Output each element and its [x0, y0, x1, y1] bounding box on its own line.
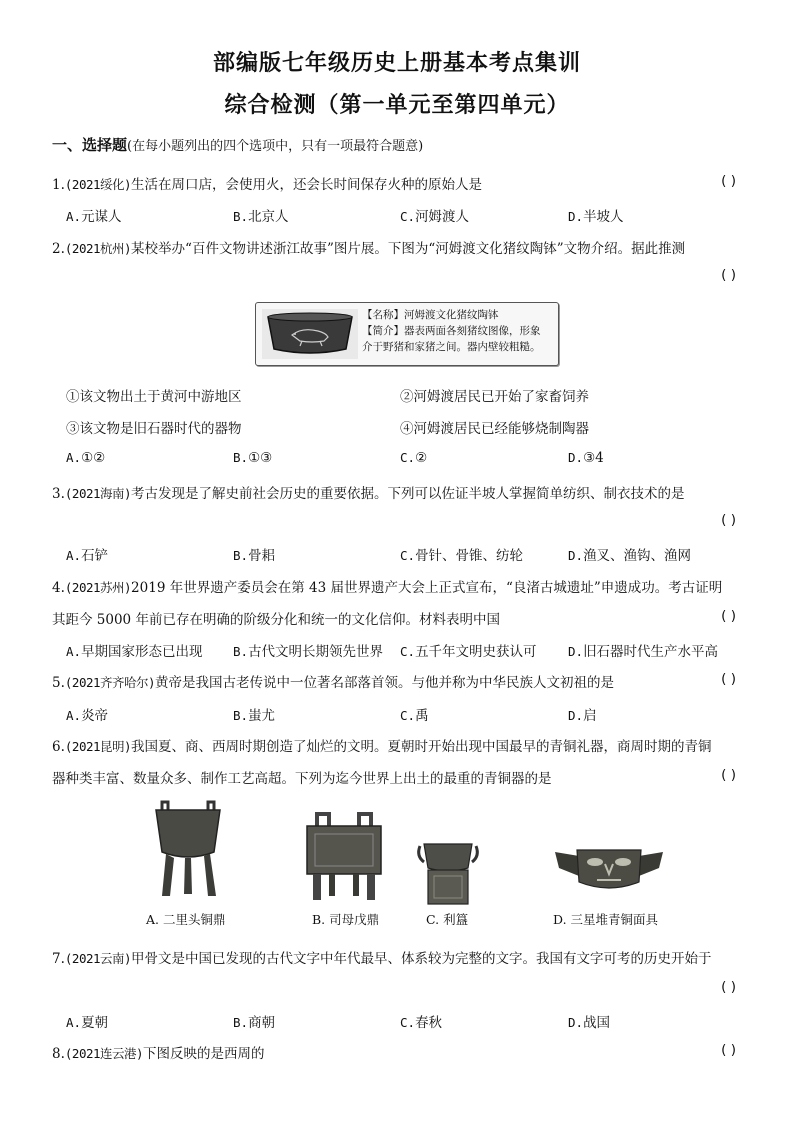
option-b: B.古代文明长期领先世界 — [233, 644, 384, 660]
question-source: (2021杭州) — [64, 241, 132, 256]
question-number: 8. — [52, 1046, 65, 1062]
question-source: (2021连云港) — [64, 1046, 144, 1061]
option-c: C.骨针、骨锥、纺轮 — [400, 548, 524, 564]
question-source: (2021苏州) — [64, 580, 132, 595]
option-c: C.禹 — [400, 708, 429, 724]
question-number: 2. — [52, 241, 65, 257]
option-d: D.③4 — [568, 450, 604, 466]
statement-3: ③该文物是旧石器时代的器物 — [66, 421, 242, 437]
option-c: C.② — [400, 450, 428, 466]
question-2 — [52, 237, 744, 257]
page-subtitle: 综合检测（第一单元至第四单元） — [224, 93, 570, 118]
question-8 — [52, 1042, 744, 1062]
option-a: A.夏朝 — [66, 1015, 109, 1031]
option-a: A.早期国家形态已出现 — [66, 644, 203, 660]
question-text: 甲骨文是中国已发现的古代文字中年代最早、体系较为完整的文字。我国有文字可考的历史开始于 — [131, 951, 712, 967]
artifact-intro-line1: 【简介】器表两面各刻猪纹图像，形象 — [362, 325, 541, 337]
question-source: (2021齐齐哈尔) — [64, 675, 156, 690]
option-a: A.石铲 — [66, 548, 109, 564]
answer-blank: ( ) — [721, 608, 736, 624]
figure-caption-c: C. 利簋 — [426, 912, 469, 927]
option-c: C.春秋 — [400, 1015, 443, 1031]
answer-blank: ( ) — [721, 1042, 736, 1058]
question-1 — [52, 173, 744, 193]
statement-4: ④河姆渡居民已经能够烧制陶器 — [400, 421, 589, 437]
answer-blank: ( ) — [721, 173, 736, 189]
question-text: 某校举办“百件文物讲述浙江故事”图片展。下图为“河姆渡文化猪纹陶钵”文物介绍。据此推测 — [131, 241, 686, 257]
option-b: B.蚩尤 — [233, 708, 276, 724]
question-7 — [52, 947, 744, 967]
question-text: 黄帝是我国古老传说中一位著名部落首领。与他并称为中华民族人文初祖的是 — [155, 675, 615, 691]
question-text: 我国夏、商、西周时期创造了灿烂的文明。夏朝时开始出现中国最早的青铜礼器，商周时期的青铜 — [131, 739, 712, 755]
option-c: C.五千年文明史获认可 — [400, 644, 537, 660]
pottery-bowl-image — [262, 309, 358, 359]
artifact-card — [255, 302, 559, 366]
option-b: B.骨耜 — [233, 548, 276, 564]
option-a: A.元谋人 — [66, 209, 122, 225]
section-heading — [52, 134, 423, 155]
question-number: 5. — [52, 675, 65, 691]
question-text: 2019 年世界遗产委员会在第 43 届世界遗产大会上正式宣布，“良渚古城遗址”申遗成功。考古证明 — [131, 580, 723, 596]
option-d: D.渔叉、渔钩、渔网 — [568, 548, 692, 564]
question-source: (2021云南) — [64, 951, 132, 966]
question-number: 6. — [52, 739, 65, 755]
question-source: (2021昆明) — [64, 739, 132, 754]
figure-caption-a: A. 二里头铜鼎 — [146, 912, 226, 927]
option-d: D.旧石器时代生产水平高 — [568, 644, 719, 660]
question-4-line2: 其距今 5000 年前已存在明确的阶级分化和统一的文化信仰。材料表明中国 — [52, 612, 500, 628]
option-d: D.启 — [568, 708, 597, 724]
question-6 — [52, 735, 744, 755]
question-source: (2021海南) — [64, 486, 132, 501]
page-title: 部编版七年级历史上册基本考点集训 — [212, 51, 581, 76]
option-b: B.①③ — [233, 450, 273, 466]
question-number: 4. — [52, 580, 65, 596]
answer-blank: ( ) — [721, 512, 736, 528]
answer-blank: ( ) — [721, 979, 736, 995]
question-6-line2: 器种类丰富、数量众多、制作工艺高超。下列为迄今世界上出土的最重的青铜器的是 — [52, 771, 552, 787]
section-title: 一、选择题 — [52, 136, 128, 154]
option-b: B.北京人 — [233, 209, 289, 225]
question-text: 下图反映的是西周的 — [143, 1046, 265, 1062]
bronze-figures — [0, 800, 794, 930]
statement-2: ②河姆渡居民已开始了家畜饲养 — [400, 389, 589, 405]
bronze-mask-image — [553, 846, 665, 894]
question-4 — [52, 576, 744, 596]
option-d: D.战国 — [568, 1015, 611, 1031]
answer-blank: ( ) — [721, 267, 736, 283]
figure-caption-b: B. 司母戊鼎 — [312, 912, 380, 927]
question-3 — [52, 482, 744, 502]
artifact-name: 【名称】河姆渡文化猪纹陶钵 — [362, 309, 499, 321]
option-a: A.炎帝 — [66, 708, 109, 724]
answer-blank: ( ) — [721, 671, 736, 687]
question-text: 考古发现是了解史前社会历史的重要依据。下列可以佐证半坡人掌握简单纺织、制衣技术的是 — [131, 486, 685, 502]
question-number: 3. — [52, 486, 65, 502]
question-number: 1. — [52, 177, 65, 193]
square-ding-image — [303, 812, 385, 902]
section-note: (在每小题列出的四个选项中，只有一项最符合题意) — [127, 139, 424, 154]
bronze-tripod-image — [148, 800, 228, 900]
question-text: 生活在周口店，会使用火，还会长时间保存火种的原始人是 — [131, 177, 483, 193]
gui-vessel-image — [414, 840, 482, 908]
question-5 — [52, 671, 744, 691]
statement-1: ①该文物出土于黄河中游地区 — [66, 389, 242, 405]
artifact-description — [362, 307, 554, 355]
option-b: B.商朝 — [233, 1015, 276, 1031]
question-number: 7. — [52, 951, 65, 967]
artifact-intro-line2: 介于野猪和家猪之间。器内壁较粗糙。 — [362, 341, 541, 353]
option-a: A.①② — [66, 450, 106, 466]
figure-caption-d: D. 三星堆青铜面具 — [553, 912, 659, 927]
question-source: (2021绥化) — [64, 177, 132, 192]
answer-blank: ( ) — [721, 767, 736, 783]
option-d: D.半坡人 — [568, 209, 624, 225]
option-c: C.河姆渡人 — [400, 209, 470, 225]
